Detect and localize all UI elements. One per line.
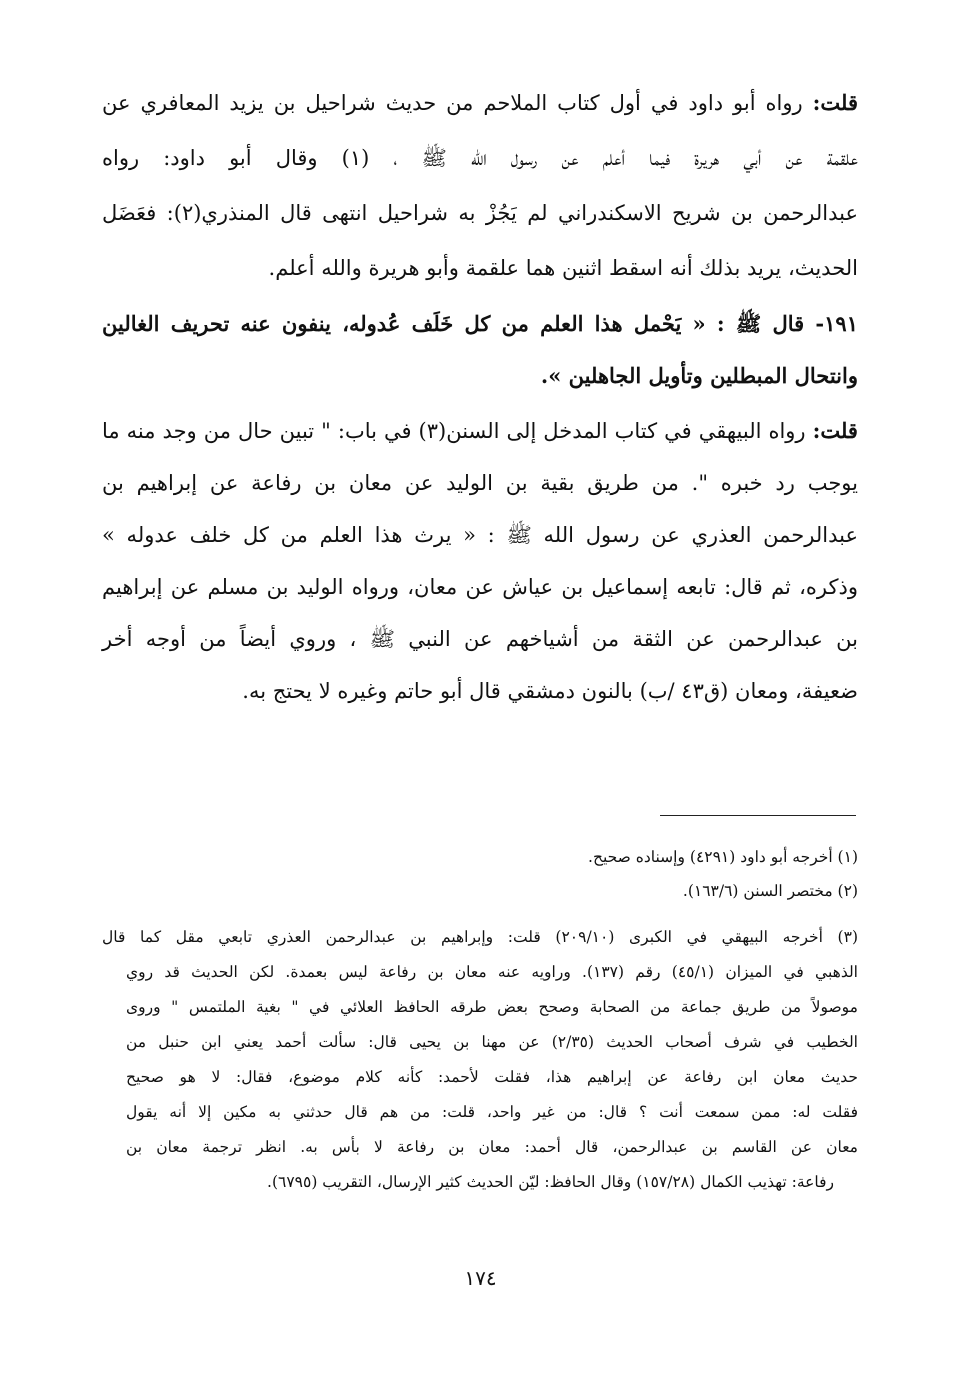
footnote-divider [660,815,856,816]
body-line: الحديث، يريد بذلك أنه اسقط اثنين هما علقمة وأبو هريرة والله أعلم. [268,256,858,280]
hadith-heading-line: وانتحال المبطلين وتأويل الجاهلين ». [540,363,858,388]
footnote: (٣) أخرجه البيهقي في الكبرى (٢٠٩/١٠) قلت: وإبراهيم بن عبدالرحمن العذري تابعي مقل كما قال [102,928,858,946]
footnote: (١) أخرجه أبو داود (٤٢٩١) وإسناده صحيح. [588,848,858,866]
body-line: عبدالرحمن بن شريح الاسكندراني لم يَجُزْ به شراحيل انتهى قال المنذري(٢): فعَضَل [102,201,858,225]
footnote-line: الذهبي في الميزان (٤٥/١) رقم (١٣٧). وراويه عنه معان بن رفاعة ليس بعمدة. لكن الحديث قد روي [126,963,858,981]
footnote-line: حديث معان ابن رفاعة عن إبراهيم هذا، فقلت لأحمد: كأنه كلام موضوع، فقال: لا هو صحيح [126,1068,858,1086]
footnote-line: فقلت له: ممن سمعت أنت ؟ قال: من غير واحد، قلت: من هم قال حدثني به مكين إلا أنه يقول [126,1103,858,1121]
page-number: ١٧٤ [464,1266,497,1290]
body-line: ضعيفة، ومعان (ق٤٣ /ب) بالنون دمشقي قال أبو حاتم وغيره لا يحتج به. [242,679,858,703]
footnote: (٢) مختصر السنن (١٦٣/٦). [682,882,858,900]
body-line [102,416,858,446]
line-text: رواه أبو داود في أول كتاب الملاحم من حديث شراحيل بن يزيد المعافري عن [102,91,803,115]
footnote-line: معان عن القاسم بن عبدالرحمن، قال أحمد: معان بن رفاعة لا بأس به. انظر ترجمة معان بن [126,1138,858,1156]
body-line: يوجب رد خبره ". من طريق بقية بن الوليد عن معان بن رفاعة عن إبراهيم بن [102,471,858,495]
body-line: بن عبدالرحمن عن الثقة من أشياخهم عن النبي ﷺ ، وروي أيضاً من أوجه أخر [102,627,858,651]
body-line [102,88,858,118]
line-text: رواه البيهقي في كتاب المدخل إلى السنن(٣) في باب: " تبين حال من وجد منه ما [102,419,806,443]
body-line: عبدالرحمن العذري عن رسول الله ﷺ : « يرث هذا العلم من كل خلف عدوله » [102,523,858,547]
footnote-line: موصولاً من طريق جماعة من الصحابة وصحح بعض طرقه الحافظ العلائي في " بغية الملتمس " وروى [126,998,858,1016]
body-line: علقمة عن أبي هريرة فيما أعلم عن رسول الله ﷺ ، (١) وقال أبو داود: رواه [102,146,858,170]
footnote-line: رفاعة: تهذيب الكمال (١٥٧/٢٨) وقال الحافظ: ليّن الحديث كثير الإرسال، التقريب (٦٧٩٥). [267,1173,834,1191]
qultu-label: قلت: [812,418,858,443]
qultu-label: قلت: [812,90,858,115]
hadith-heading-line: ١٩١- قال ﷺ : « يَحْمل هذا العلم من كل خَلَف عُدوله، ينفون عنه تحريف الغالين [102,311,858,336]
body-line: وذكره، ثم قال: تابعه إسماعيل بن عياش عن معان، ورواه الوليد بن مسلم عن إبراهيم [102,575,858,599]
footnote-line: الخطيب في شرف أصحاب الحديث (٢/٣٥) عن مهنا بن يحيى قال: سألت أحمد يعني ابن حنبل من [126,1033,858,1051]
